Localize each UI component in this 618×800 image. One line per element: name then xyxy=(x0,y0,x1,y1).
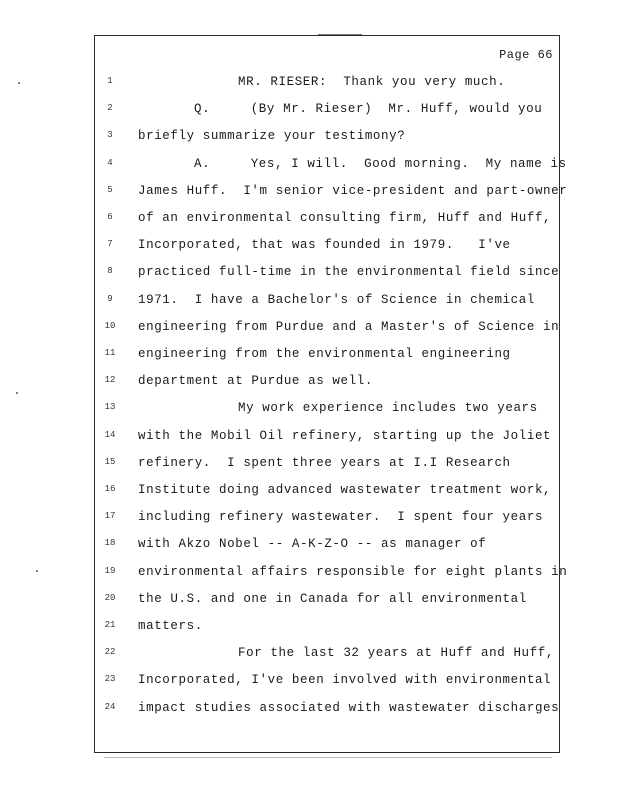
transcript-line xyxy=(95,453,561,473)
line-text: the U.S. and one in Canada for all environmental xyxy=(138,591,527,606)
transcript-line xyxy=(95,262,561,282)
line-text: with the Mobil Oil refinery, starting up the Joliet xyxy=(138,428,552,443)
line-number: 7 xyxy=(107,239,113,250)
line-number: 5 xyxy=(107,184,113,195)
transcript-line xyxy=(95,507,561,527)
transcript-line xyxy=(95,398,561,418)
transcript-line xyxy=(95,235,561,255)
line-text: Incorporated, I've been involved with environmental xyxy=(138,673,552,688)
line-number: 2 xyxy=(107,103,113,114)
line-number: 11 xyxy=(104,348,116,358)
line-number: 24 xyxy=(104,701,116,712)
transcript-line xyxy=(95,126,561,146)
line-text: A. Yes, I will. Good morning. My name is xyxy=(194,156,567,171)
line-number: 1 xyxy=(107,76,113,86)
line-text: Q. (By Mr. Rieser) Mr. Huff, would you xyxy=(194,102,543,117)
line-number: 3 xyxy=(107,130,113,141)
transcript-line xyxy=(95,317,561,337)
scan-mark xyxy=(36,570,38,572)
line-text: including refinery wastewater. I spent four years xyxy=(138,510,544,525)
transcript-line xyxy=(95,670,561,690)
transcript-line xyxy=(95,698,561,718)
transcript-line xyxy=(95,589,561,609)
transcript-line xyxy=(95,290,561,310)
line-number: 6 xyxy=(107,212,113,222)
transcript-page xyxy=(94,35,568,753)
line-text: MR. RIESER: Thank you very much. xyxy=(238,75,506,89)
scan-edge-top xyxy=(318,34,362,35)
line-text: environmental affairs responsible for eight plants in xyxy=(138,564,568,579)
transcript-line xyxy=(95,616,561,636)
line-number: 15 xyxy=(104,456,116,467)
line-text: department at Purdue as well. xyxy=(138,374,373,389)
line-number: 21 xyxy=(104,620,116,630)
scan-mark xyxy=(16,392,18,394)
line-text: refinery. I spent three years at I.I Research xyxy=(138,455,511,470)
line-text: practiced full-time in the environmental field since xyxy=(138,265,560,280)
transcript-line xyxy=(95,371,561,391)
page-number: Page 66 xyxy=(499,48,553,62)
line-number: 20 xyxy=(104,592,116,603)
line-number: 23 xyxy=(104,674,116,685)
line-text: matters. xyxy=(138,619,203,633)
line-text: Institute doing advanced wastewater treatment work, xyxy=(138,483,552,497)
line-text: James Huff. I'm senior vice-president and part-owner xyxy=(138,183,568,198)
scan-mark xyxy=(18,82,20,84)
line-number: 13 xyxy=(104,402,116,413)
line-text: For the last 32 years at Huff and Huff, xyxy=(238,646,554,661)
line-text: briefly summarize your testimony? xyxy=(138,129,406,144)
line-number: 16 xyxy=(104,484,116,494)
scan-edge-bottom xyxy=(104,757,552,758)
transcript-line xyxy=(95,154,567,174)
transcript-line xyxy=(95,480,561,500)
line-text: 1971. I have a Bachelor's of Science in chemical xyxy=(138,292,535,307)
line-text: Incorporated, that was founded in 1979. I've xyxy=(138,238,511,253)
line-text: engineering from the environmental engineering xyxy=(138,347,511,361)
transcript-line xyxy=(95,72,561,92)
line-number: 14 xyxy=(104,429,116,440)
line-number: 9 xyxy=(107,293,113,304)
transcript-line xyxy=(95,534,561,554)
line-text: My work experience includes two years xyxy=(238,401,538,416)
line-number: 8 xyxy=(107,266,113,277)
line-number: 12 xyxy=(104,375,116,386)
transcript-line xyxy=(95,208,561,228)
transcript-line xyxy=(95,99,561,119)
line-number: 10 xyxy=(104,320,116,331)
line-text: with Akzo Nobel -- A-K-Z-O -- as manager of xyxy=(138,537,487,552)
line-text: engineering from Purdue and a Master's of Science in xyxy=(138,319,560,334)
line-number: 18 xyxy=(104,538,116,549)
line-number: 22 xyxy=(104,647,116,658)
transcript-line xyxy=(95,344,561,364)
line-text: impact studies associated with wastewater discharges xyxy=(138,700,560,715)
transcript-line xyxy=(95,181,568,201)
transcript-line xyxy=(95,562,568,582)
line-text: of an environmental consulting firm, Huff and Huff, xyxy=(138,211,552,225)
line-number: 4 xyxy=(107,157,113,168)
line-number: 19 xyxy=(104,565,116,576)
transcript-line xyxy=(95,643,561,663)
transcript-line xyxy=(95,426,561,446)
line-number: 17 xyxy=(104,511,116,522)
